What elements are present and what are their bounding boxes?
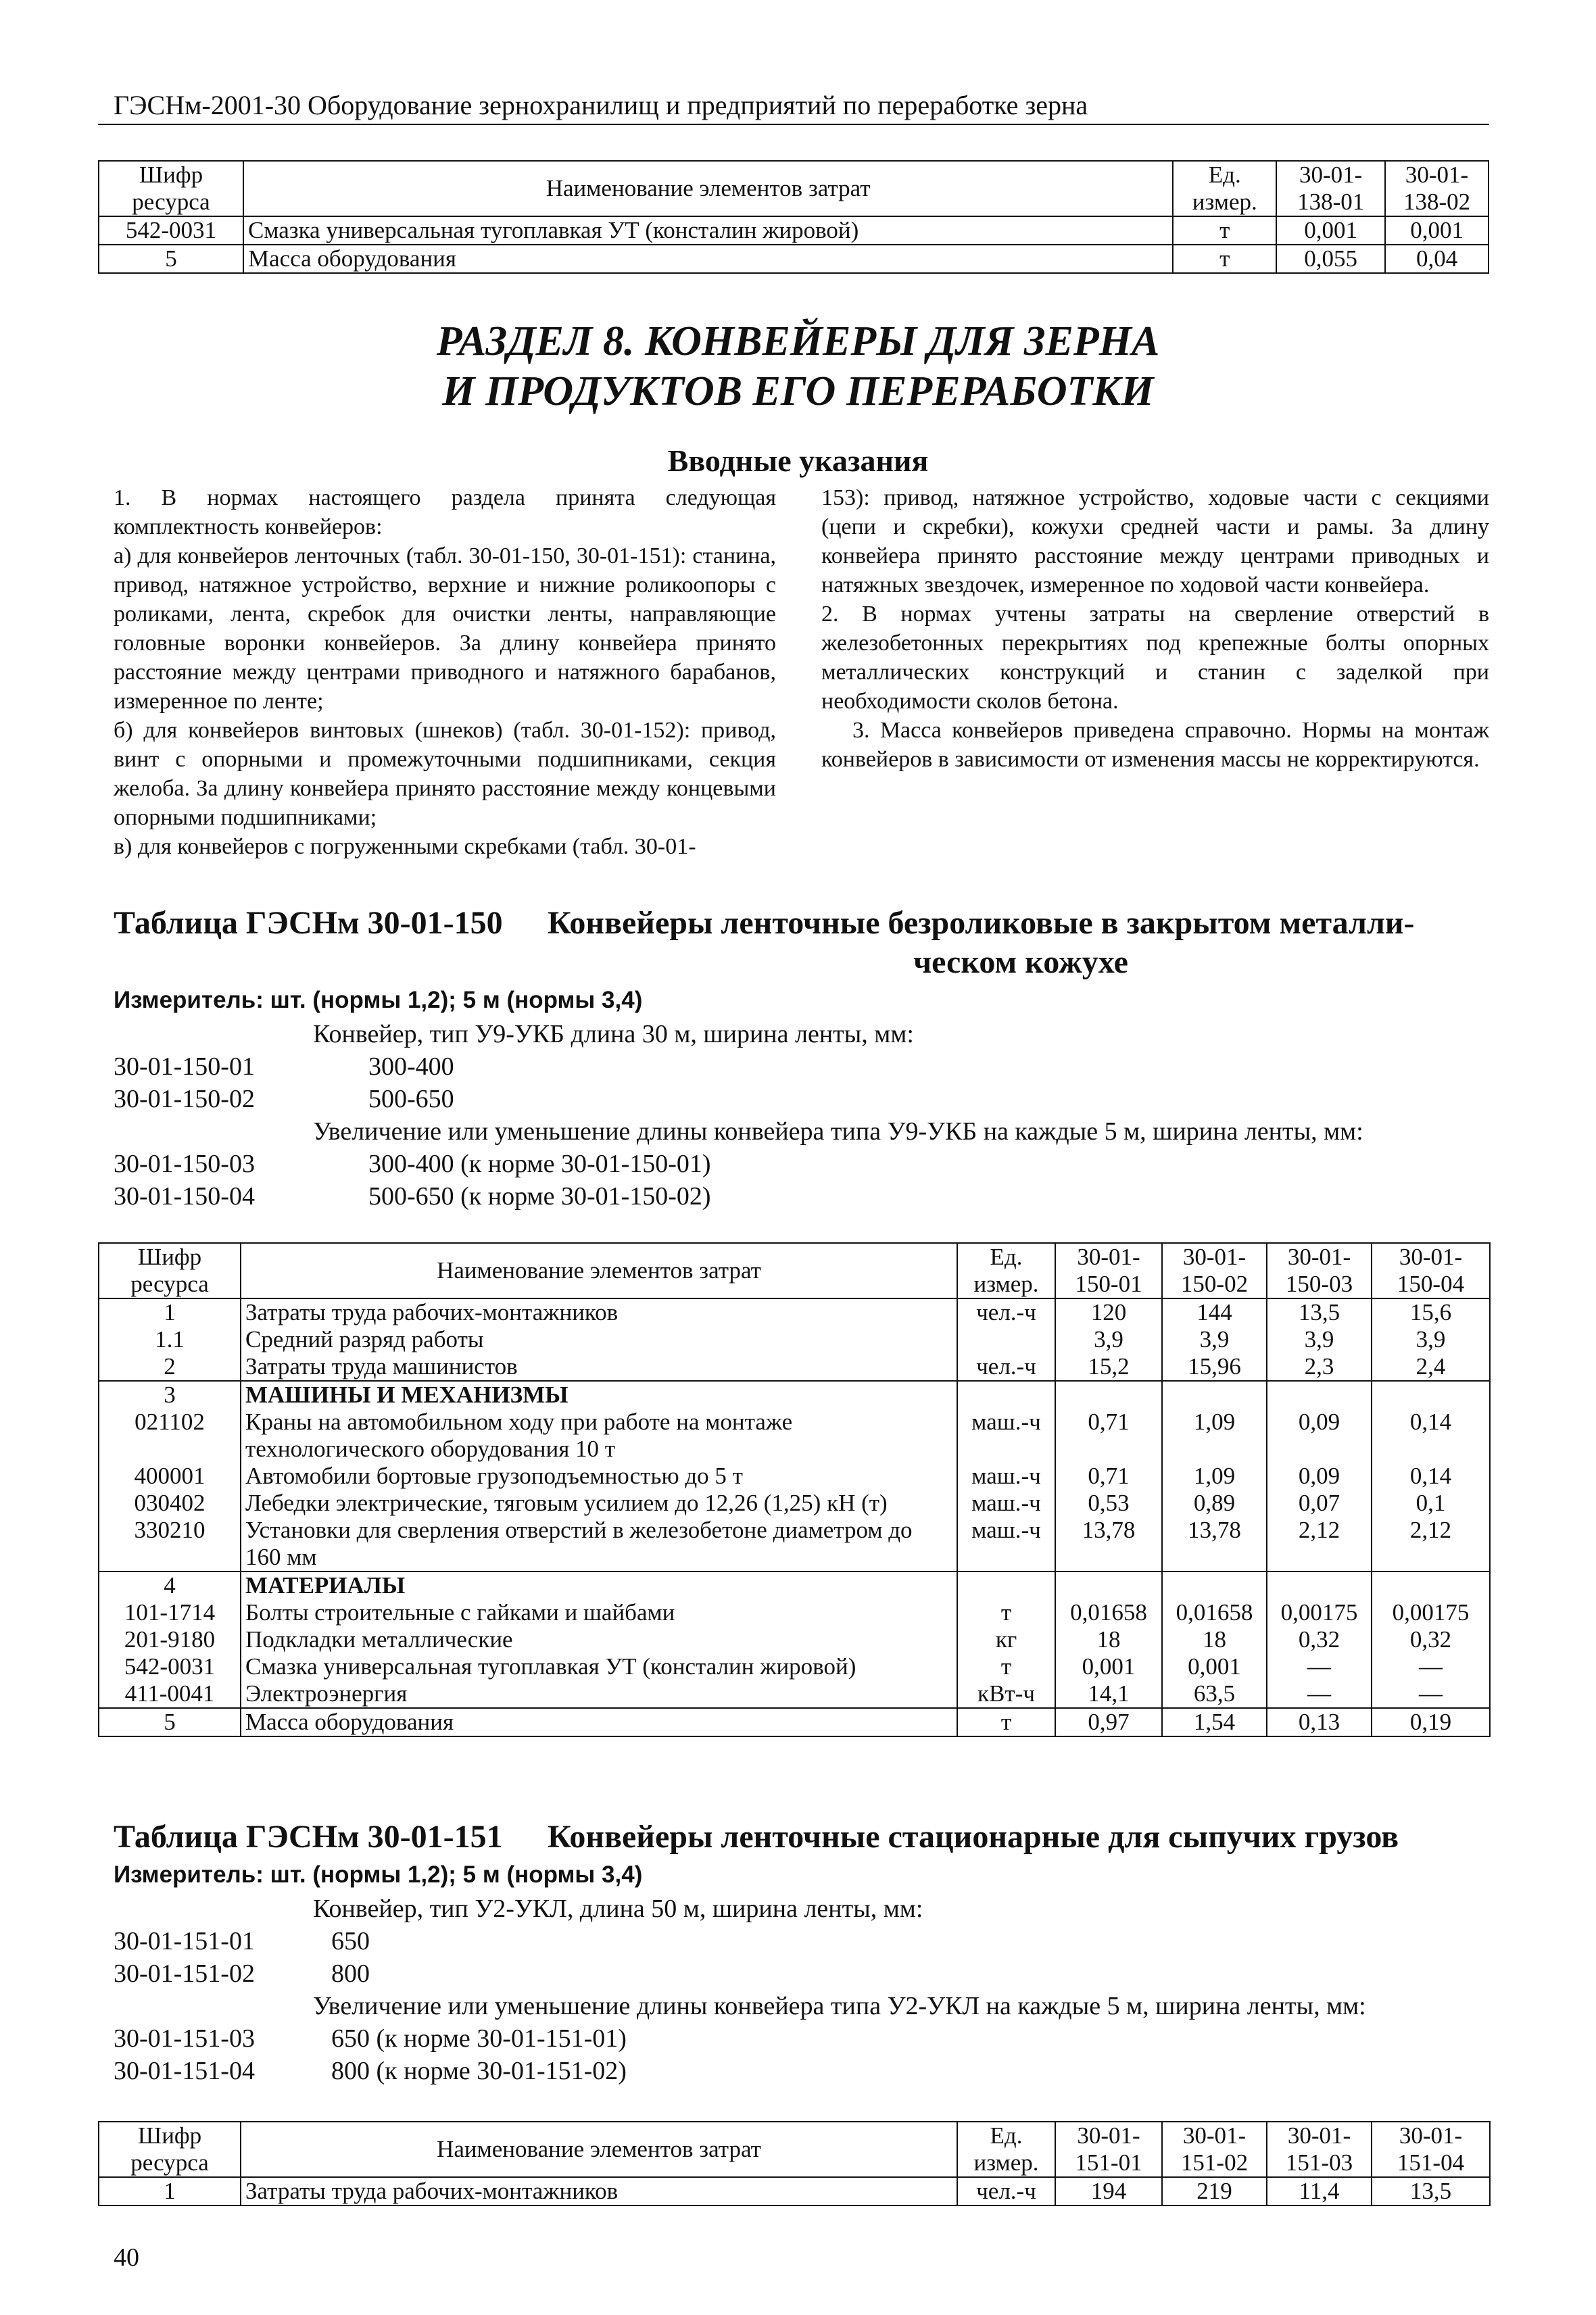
intro-paragraph: 2. В нормах учтены затраты на сверление отверстий в железобетонных перекрытиях под крепежные болты опорных металлических конструкций и станин с заделкой при необходимости сколов бетона. xyxy=(821,602,1489,714)
table-cell: 0,32 xyxy=(1267,1626,1372,1653)
table-cell: чел.-ч xyxy=(957,1353,1055,1381)
intro-paragraph: в) для конвейеров с погруженными скребками (табл. 30-01- xyxy=(114,834,696,859)
table-cell: 1 xyxy=(99,2177,241,2206)
table-cell: 0,13 xyxy=(1267,1708,1372,1736)
table-cell: 0,14 xyxy=(1372,1409,1490,1463)
table-cell xyxy=(1055,1571,1162,1599)
col-code-header: Шифр ресурса xyxy=(99,2122,241,2177)
intro-right-column xyxy=(821,483,1489,774)
intro-paragraph: 3. Масса конвейеров приведена справочно. Нормы на монтаж конвейеров в зависимости от изменения массы не корректируются. xyxy=(821,718,1489,772)
table-cell: 0,53 xyxy=(1055,1490,1162,1517)
table-cell: 2,12 xyxy=(1267,1517,1372,1571)
table-cell: 0,00175 xyxy=(1267,1599,1372,1626)
table-cell: 2 xyxy=(99,1353,241,1381)
table-150-title: Конвейеры ленточные безроликовые в закрытом металли- xyxy=(548,905,1415,941)
norm-code: 30-01-150-04 xyxy=(114,1182,255,1211)
section-title: РАЗДЕЛ 8. КОНВЕЙЕРЫ ДЛЯ ЗЕРНА xyxy=(436,318,1160,364)
table-cell: маш.-ч xyxy=(957,1490,1055,1517)
col-norm-header: 30-01- 150-01 xyxy=(1055,1243,1162,1298)
table-cell: 0,001 xyxy=(1162,1653,1267,1680)
table-cell: Краны на автомобильном ходу при работе на монтаже технологического оборудования 10 т xyxy=(241,1409,957,1463)
intro-paragraph: а) для конвейеров ленточных (табл. 30-01-150, 30-01-151): станина, привод, натяжное устройство, верхние и нижние роликоопоры с роликами, лента, скребок для очистки ленты, направляющие головные воронки конвейеров. За длину конвейера принято расстояние между центрами приводного и натяжного барабанов, измеренное по ленте; xyxy=(114,543,776,714)
table-cell: 2,12 xyxy=(1372,1517,1490,1571)
table-row xyxy=(99,1626,1490,1653)
col-name-header: Наименование элементов затрат xyxy=(243,161,1173,216)
table-row xyxy=(99,1381,1490,1409)
col-norm-header: 30-01- 151-04 xyxy=(1372,2122,1490,2177)
table-cell: 0,01658 xyxy=(1162,1599,1267,1626)
table-row xyxy=(99,1490,1490,1517)
table-cell: 18 xyxy=(1162,1626,1267,1653)
table-151-label: Таблица ГЭСНм 30-01-151 xyxy=(114,1819,503,1855)
norm-code: 30-01-151-02 xyxy=(114,1959,255,1988)
table-cell: 400001 xyxy=(99,1463,241,1490)
table-cell: маш.-ч xyxy=(957,1463,1055,1490)
table-cell: МАШИНЫ И МЕХАНИЗМЫ xyxy=(241,1381,957,1409)
table-cell: Затраты труда рабочих-монтажников xyxy=(241,1298,957,1326)
table-row xyxy=(99,1653,1490,1680)
table-cell: чел.-ч xyxy=(957,2177,1055,2206)
table-cell: 0,09 xyxy=(1267,1409,1372,1463)
table-row xyxy=(99,1517,1490,1571)
table-150-header xyxy=(99,1243,1490,1298)
table-cell xyxy=(1372,1381,1490,1409)
norm-text: 300-400 (к норме 30-01-150-01) xyxy=(368,1150,711,1178)
table-151-body xyxy=(99,2177,1490,2206)
norm-code: 30-01-151-01 xyxy=(114,1927,255,1955)
table-cell: Установки для сверления отверстий в железобетоне диаметром до 160 мм xyxy=(241,1517,957,1571)
table-cell: кВт-ч xyxy=(957,1680,1055,1708)
table-cell: 330210 xyxy=(99,1517,241,1571)
table-cell: 0,01658 xyxy=(1055,1599,1162,1626)
table-cell: кг xyxy=(957,1626,1055,1653)
table-cell: 13,78 xyxy=(1162,1517,1267,1571)
table-cell: — xyxy=(1372,1680,1490,1708)
table-cell: 194 xyxy=(1055,2177,1162,2206)
table-151-header xyxy=(99,2122,1490,2177)
col-name-header: Наименование элементов затрат xyxy=(241,1243,957,1298)
table-cell: 11,4 xyxy=(1267,2177,1372,2206)
table-cell: 15,6 xyxy=(1372,1298,1490,1326)
table-cell: 1.1 xyxy=(99,1326,241,1353)
table-cell: 13,5 xyxy=(1372,2177,1490,2206)
norm-text: 650 (к норме 30-01-151-01) xyxy=(331,2024,627,2053)
table-cell: 4 xyxy=(99,1571,241,1599)
table-cell: 5 xyxy=(99,1708,241,1736)
col-unit-header: Ед. измер. xyxy=(1173,161,1276,216)
table-cell: 101-1714 xyxy=(99,1599,241,1626)
table-cell: 18 xyxy=(1055,1626,1162,1653)
table-cell: — xyxy=(1372,1653,1490,1680)
table-cell: 0,00175 xyxy=(1372,1599,1490,1626)
table-top xyxy=(98,160,1489,274)
table-cell: 3,9 xyxy=(1055,1326,1162,1353)
section-title: И ПРОДУКТОВ ЕГО ПЕРЕРАБОТКИ xyxy=(442,368,1154,414)
table-cell: Электроэнергия xyxy=(241,1680,957,1708)
table-cell: Подкладки металлические xyxy=(241,1626,957,1653)
table-cell: 1,54 xyxy=(1162,1708,1267,1736)
col-norm-header: 30-01- 138-02 xyxy=(1385,161,1489,216)
table-cell: 13,5 xyxy=(1267,1298,1372,1326)
table-cell: 542-0031 xyxy=(99,1653,241,1680)
norm-text: 650 xyxy=(331,1927,370,1955)
table-cell: Болты строительные с гайками и шайбами xyxy=(241,1599,957,1626)
table-cell: т xyxy=(957,1653,1055,1680)
norm-text: 800 xyxy=(331,1959,370,1988)
table-cell: 15,2 xyxy=(1055,1353,1162,1381)
col-unit-header: Ед. измер. xyxy=(957,1243,1055,1298)
table-cell: 0,71 xyxy=(1055,1463,1162,1490)
table-cell: 1,09 xyxy=(1162,1463,1267,1490)
col-norm-header: 30-01- 150-04 xyxy=(1372,1243,1490,1298)
header-rule xyxy=(98,124,1489,125)
table-cell xyxy=(1055,1381,1162,1409)
col-norm-header: 30-01- 151-03 xyxy=(1267,2122,1372,2177)
table-151-title: Конвейеры ленточные стационарные для сыпучих грузов xyxy=(548,1819,1399,1855)
intro-left-column xyxy=(114,483,776,861)
table-row: 5 Масса оборудования т 0,055 0,04 xyxy=(99,245,1489,273)
table-row xyxy=(99,1680,1490,1708)
col-norm-header: 30-01- 150-02 xyxy=(1162,1243,1267,1298)
table-cell: 3,9 xyxy=(1162,1326,1267,1353)
table-cell: 14,1 xyxy=(1055,1680,1162,1708)
table-cell: т xyxy=(957,1708,1055,1736)
col-norm-header: 30-01- 151-01 xyxy=(1055,2122,1162,2177)
table-cell: 0,07 xyxy=(1267,1490,1372,1517)
table-top-header xyxy=(99,161,1489,216)
table-cell xyxy=(1372,1571,1490,1599)
table-cell: 219 xyxy=(1162,2177,1267,2206)
intro-title: Вводные указания xyxy=(667,443,929,478)
table-cell xyxy=(1267,1381,1372,1409)
norm-text: 800 (к норме 30-01-151-02) xyxy=(331,2057,627,2085)
table-row xyxy=(99,2177,1490,2206)
table-151-description: Увеличение или уменьшение длины конвейера типа У2-УКЛ на каждые 5 м, ширина ленты, мм: xyxy=(313,1992,1366,2020)
table-cell: Средний разряд работы xyxy=(241,1326,957,1353)
table-cell: 2,3 xyxy=(1267,1353,1372,1381)
table-cell: 120 xyxy=(1055,1298,1162,1326)
table-151-measure: Измеритель: шт. (нормы 1,2); 5 м (нормы 3,4) xyxy=(114,1861,643,1888)
table-cell: 0,32 xyxy=(1372,1626,1490,1653)
table-cell: 144 xyxy=(1162,1298,1267,1326)
table-150-description: Увеличение или уменьшение длины конвейера типа У9-УКБ на каждые 5 м, ширина ленты, мм: xyxy=(313,1117,1363,1146)
norm-code: 30-01-151-03 xyxy=(114,2024,255,2053)
table-cell xyxy=(1162,1381,1267,1409)
table-row xyxy=(99,1409,1490,1463)
norm-text: 500-650 xyxy=(368,1085,454,1113)
table-cell: 0,1 xyxy=(1372,1490,1490,1517)
table-row: 542-0031 Смазка универсальная тугоплавкая УТ (консталин жировой) т 0,001 0,001 xyxy=(99,216,1489,245)
table-cell: Смазка универсальная тугоплавкая УТ (консталин жировой) xyxy=(241,1653,957,1680)
table-cell: 3 xyxy=(99,1381,241,1409)
table-cell: 1,09 xyxy=(1162,1409,1267,1463)
norm-code: 30-01-150-02 xyxy=(114,1085,255,1113)
table-cell xyxy=(957,1326,1055,1353)
col-code-header: Шифр ресурса xyxy=(99,1243,241,1298)
table-151-description: Конвейер, тип У2-УКЛ, длина 50 м, ширина ленты, мм: xyxy=(313,1895,923,1923)
table-cell: Лебедки электрические, тяговым усилием до 12,26 (1,25) кН (т) xyxy=(241,1490,957,1517)
table-cell: 15,96 xyxy=(1162,1353,1267,1381)
table-cell: МАТЕРИАЛЫ xyxy=(241,1571,957,1599)
table-150-title: ческом кожухе xyxy=(913,944,1128,980)
table-cell: 63,5 xyxy=(1162,1680,1267,1708)
norm-code: 30-01-150-03 xyxy=(114,1150,255,1178)
norm-code: 30-01-150-01 xyxy=(114,1052,255,1081)
table-row xyxy=(99,1353,1490,1381)
table-row xyxy=(99,1599,1490,1626)
running-header: ГЭСНм-2001-30 Оборудование зернохранилищ и предприятий по переработке зерна xyxy=(114,90,1088,120)
table-150-measure: Измеритель: шт. (нормы 1,2); 5 м (нормы 3,4) xyxy=(114,987,643,1013)
table-cell: Затраты труда машинистов xyxy=(241,1353,957,1381)
table-150 xyxy=(98,1242,1491,1737)
page-number: 40 xyxy=(114,2243,139,2272)
table-150-body xyxy=(99,1298,1490,1736)
table-row xyxy=(99,1326,1490,1353)
table-cell: 0,71 xyxy=(1055,1409,1162,1463)
col-name-header: Наименование элементов затрат xyxy=(241,2122,957,2177)
table-cell: т xyxy=(957,1599,1055,1626)
table-cell: маш.-ч xyxy=(957,1517,1055,1571)
norm-text: 300-400 xyxy=(368,1052,454,1081)
norm-code: 30-01-151-04 xyxy=(114,2057,255,2085)
table-cell: — xyxy=(1267,1653,1372,1680)
intro-paragraph: 153): привод, натяжное устройство, ходовые части с секциями (цепи и скребки), кожухи средней части и рамы. За длину конвейера принято расстояние между центрами приводных и натяжных звездочек, измеренное по ходовой части конвейера. xyxy=(821,485,1489,598)
table-cell: 0,14 xyxy=(1372,1463,1490,1490)
table-cell xyxy=(1162,1571,1267,1599)
table-151 xyxy=(98,2121,1491,2206)
table-cell: 030402 xyxy=(99,1490,241,1517)
table-cell: 3,9 xyxy=(1267,1326,1372,1353)
table-cell: Затраты труда рабочих-монтажников xyxy=(241,2177,957,2206)
table-cell xyxy=(957,1381,1055,1409)
table-cell: 0,97 xyxy=(1055,1708,1162,1736)
intro-paragraph: 1. В нормах настоящего раздела принята следующая комплектность конвейеров: xyxy=(114,485,776,539)
table-row xyxy=(99,1463,1490,1490)
col-norm-header: 30-01- 138-01 xyxy=(1276,161,1385,216)
col-code-header: Шифр ресурса xyxy=(99,161,243,216)
table-cell: 0,09 xyxy=(1267,1463,1372,1490)
table-cell: 2,4 xyxy=(1372,1353,1490,1381)
table-cell: чел.-ч xyxy=(957,1298,1055,1326)
table-row xyxy=(99,1571,1490,1599)
table-cell: 0,89 xyxy=(1162,1490,1267,1517)
table-cell: Масса оборудования xyxy=(241,1708,957,1736)
table-cell: 021102 xyxy=(99,1409,241,1463)
table-cell: Автомобили бортовые грузоподъемностью до 5 т xyxy=(241,1463,957,1490)
table-cell: 3,9 xyxy=(1372,1326,1490,1353)
table-cell: 0,19 xyxy=(1372,1708,1490,1736)
table-cell: 1 xyxy=(99,1298,241,1326)
col-norm-header: 30-01- 150-03 xyxy=(1267,1243,1372,1298)
table-cell: 0,001 xyxy=(1055,1653,1162,1680)
table-cell: маш.-ч xyxy=(957,1409,1055,1463)
col-norm-header: 30-01- 151-02 xyxy=(1162,2122,1267,2177)
table-150-description: Конвейер, тип У9-УКБ длина 30 м, ширина ленты, мм: xyxy=(313,1020,914,1048)
table-cell: 201-9180 xyxy=(99,1626,241,1653)
table-cell: 411-0041 xyxy=(99,1680,241,1708)
norm-text: 500-650 (к норме 30-01-150-02) xyxy=(368,1182,711,1211)
intro-paragraph: б) для конвейеров винтовых (шнеков) (табл. 30-01-152): привод, винт с опорными и промежуточными подшипниками, секция желоба. За длину конвейера принято расстояние между концевыми опорными подшипниками; xyxy=(114,718,776,830)
table-cell xyxy=(957,1571,1055,1599)
table-cell xyxy=(1267,1571,1372,1599)
col-unit-header: Ед. измер. xyxy=(957,2122,1055,2177)
table-row xyxy=(99,1298,1490,1326)
table-row xyxy=(99,1708,1490,1736)
table-150-label: Таблица ГЭСНм 30-01-150 xyxy=(114,905,503,941)
table-cell: 13,78 xyxy=(1055,1517,1162,1571)
table-cell: — xyxy=(1267,1680,1372,1708)
